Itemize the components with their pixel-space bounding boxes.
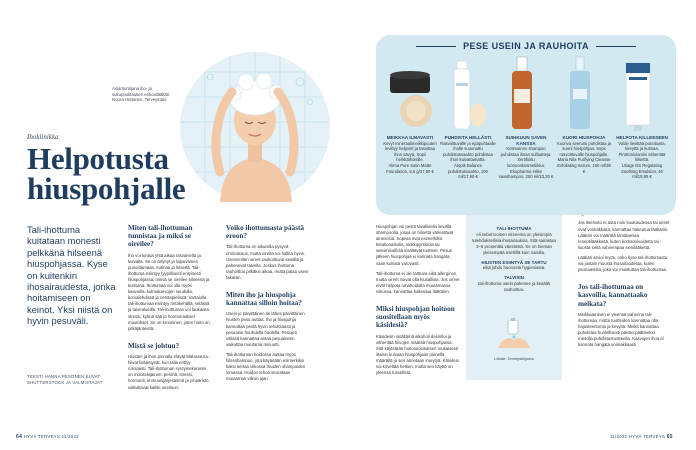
- panel-title: PESE USEIN JA RAUHOITA: [463, 41, 589, 51]
- section-tag: Ihoklinikka: [27, 133, 59, 141]
- column-paragraph: Tali-ihottuma ei ole tarttuva eikä allerginen, mutta oireet voivat olla kiusallisia. Jos oireet eivät helpota omahoidolla muutamassa viikossa, kannattaa hakeutua lääkäriin.: [376, 270, 460, 294]
- product-name: HELPOTA KILLEESEEN: [616, 135, 668, 140]
- product-description: Kevyt mineraalimeikkipuuteri levittyy helposti ja tasoittaa ihon sävyä. Sopii herkkäihoisille.: [383, 140, 437, 163]
- product-source: Uriage DS Regulating Soothing Emulsion, 40 ml/19,95 €: [621, 162, 663, 180]
- column-paragraph: Usein jo päivittäinen tai lähes päivittäinen hiusten pesu auttaa. Iho ja hiuspohja kannattaa pestä hyvin tehokkaasti ja pesuaine huuhdella huolella. Pesujen välissä kannattaa antaa pesuaineen vaikuttaa muutama minuutti.: [226, 311, 305, 347]
- hand-dispenser-icon: [492, 318, 536, 352]
- product-source: Atopik Balance puhdistusvaahto, 100 ml/17,90 €: [448, 162, 488, 180]
- column-paragraph: Tali-ihottuman hoidossa auttaa myös hilseshampoo, jota käytetään esimerkiksi kaksi kertaa viikossa muiden shampoiden lomassa. Hoidon tehoa seurataan muutaman viikon ajan.: [226, 351, 306, 382]
- text-column-2: [226, 224, 310, 386]
- column-paragraph: Tali-ihottuma on aikuisilla pysyvä ominaisuus, mutta oireita voi hallita hyvin. Useimmiten oireet rauhoittuvat kesällä ja pahenevat talvella. Joskus ihottuma rauhoittuu pitkäksi aikaa, mutta palaa usein takaisin.: [226, 244, 309, 280]
- column-paragraph: Meikkaaminen ei yleensä pahenna tali-ihottumaa, mutta tuotteiden kannattaa olla hajusteettomia ja kevyitä. Meikit kannattaa puhdistaa huolellisesti päivän päätteeksi mietolla puhdistustuotteella. Kasvojen ihoa ei kannata hangata voimakkaasti.: [578, 311, 664, 348]
- footer-text: 11/2022 HYVÄ TERVEYS: [610, 434, 666, 439]
- powder-jar-image: [382, 55, 438, 133]
- product-card: [556, 135, 612, 174]
- serum-bottle-image: [556, 55, 606, 133]
- text-column-4: [578, 200, 670, 352]
- text-column-3: [376, 224, 460, 380]
- factbox-text: eli seborrooinen ekseema on yleisimpiä tulehduksellisia ihosairauksia. Sitä sairastaa 3–5 prosenttia väestöstä. Se on hieman yleisempää miehillä kuin naisilla.: [472, 231, 556, 255]
- product-card: [498, 135, 554, 180]
- column-heading: Miten iho ja hiuspohja kannattaa silloin hoitaa?: [226, 290, 302, 308]
- column-paragraph: Hiusten ja ihon pinnalla elävät Malassezia-hiivat lisääntyvät, kun talia erittyy runsaasti. Tali-ihottuman syntymekanismi on monitekijäinen: perimä, stressi, hormonit, immuunijärjestelmä ja ympäristö vaikuttavat kaikki oireiluun.: [128, 354, 210, 390]
- product-card: [614, 135, 670, 180]
- column-heading: Miksi hiuspohjan hoitoon suositellaan myös käsidesiä?: [376, 305, 455, 330]
- article-lead: Tali-ihottuma kuitataan monesti pelkkänä hilseenä hiuspohjassa. Kyse on kuitenkin ihosairaudesta, jonka hoitamiseen on keinot. Yksi niistä on hyvin pesuväli.: [27, 224, 116, 327]
- page-number: 65: [666, 434, 673, 440]
- article-headline: Helpotusta hiuspohjalle: [27, 141, 186, 206]
- foam-bottle-image: [440, 55, 490, 133]
- column-heading: Miten tali-ihottuman tunnistaa ja miksi se oireilee?: [128, 224, 193, 249]
- product-description: Rasvoittuvalle ja epäpuhtaalle iholle suunnattu puhdistusvaahto puhdistaa ihon kuivattamatta.: [440, 140, 496, 163]
- factbox-text: eikä johdu huonosta hygieniasta.: [482, 265, 546, 271]
- column-paragraph: Jos itsehoito ei auta noin kuukaudessa tai oireet ovat voimakkaita, kannattaa hakeutua lääkäriin. Lääkäri voi määrätä tarvittaessa reseptilääkkeitä, kuten kortisonivoidetta tai -liuosta sekä vahvempaa sienilääkettä.: [578, 220, 670, 250]
- article-byline: TEKSTI HANNA PESONEN KUVAT SHUTTERSTOCK JA VALMISTAJAT: [27, 374, 103, 385]
- product-name: PUHDISTA HELLÄSTI: [444, 135, 492, 140]
- product-name: KUORI HIUSPOHJA: [562, 135, 606, 140]
- product-card: [382, 135, 438, 174]
- factbox-body: [472, 222, 556, 296]
- product-card: [440, 135, 496, 180]
- footer-right: [610, 434, 673, 440]
- column-paragraph: Hiuspohjan voi pestä tavallisella lievällä shampoolla, jossa on hilsettä vähentäviä ainesosia. Sopivia ovat esimerkiksi ketokonatsolia, sinkkipyritionia tai seleenisulfidia sisältävät tuotteet. Pesun jälkeen hiuspohjaa ei kannata hangata, vaan kuivata varovasti.: [376, 224, 454, 266]
- text-column-1: [128, 224, 210, 395]
- product-name: SUIHKUUN SAVEN KANSSA: [505, 135, 547, 146]
- product-name: MEIKKAA ILMAVASTI: [386, 135, 434, 140]
- column-paragraph: Käsidesin sisältämä alkoholi desinfioi ja vähentää hiivojen määrää hiuspohjassa. Sitä käytetään hoitosuosituksen mukaisesti iltaisin kuivaan hiuspohjaan pienellä määrällä ja sen annetaan imeytyä. Käsidesi voi kirveltää hetken, mutta sen käyttö on yleensä turvallista.: [376, 333, 459, 376]
- factbox-heading: TALVISIN: [504, 275, 524, 281]
- factbox-source: Lähde: Terveyskirjasto: [494, 356, 534, 361]
- product-description: Kuoriva seerumi puhdistaa ja kuorii hiuspohjaa. Sopii rasvoittuvalle hiuspohjalle.: [556, 140, 611, 157]
- expert-credit: Asiantuntijana iho- ja sukupuolitautien erikoislääkäri Noora Huttunen, Terveystalo: [112, 86, 170, 103]
- divider: [596, 46, 636, 47]
- product-source: Alima Pure Satin Matte Foundation, 6,5 g/37,90 €: [386, 162, 434, 174]
- column-heading: Mistä se johtuu?: [128, 341, 180, 350]
- product-panel: [376, 35, 676, 215]
- column-paragraph: Lääkäri arvioi myös, onko kyse tali-ihottumasta vai jostain muusta ihosairaudesta, kuten psoriaasista, joka voi muistuttaa tali-ihottumaa.: [578, 254, 668, 273]
- cream-tube-image: [614, 55, 664, 133]
- page-number: 64: [16, 434, 23, 440]
- factbox-text: tali-ihottuma usein pahenee ja kesällä rauhoittuu.: [478, 281, 550, 293]
- factbox-heading: HIUSTEN ESIINTYÄ SE TARTU: [481, 259, 547, 265]
- product-description: Voide lievittää punoitusta, kireyttä ja kutinaa. Pirottoniolaniini vähentää hilsettä.: [618, 140, 666, 163]
- footer-left: [16, 434, 79, 440]
- factbox: [466, 200, 562, 380]
- shampoo-bottle-image: [498, 55, 548, 133]
- column-heading: Jos tali-ihottumaa on kasvoilla, kannattaako meikata?: [578, 283, 648, 308]
- column-heading: Voiko ihottumasta päästä eroon?: [226, 224, 305, 241]
- column-paragraph: Iho voi tuntua yhtä aikaa rasvaiselta ja kuivalta. Se on ärtynyt ja taipuvainen punoittamaan, kutinaa ja hilsettä. Tali-ihottuma esiintyy tyypillisesti erityisesti hiuspohjassa, missä se oireilee hilseenä ja kutinana. Ihottumaa voi olla myös kasvoilla, kulmakarvojen seudulla, korvalehdissä ja nenänpielissä. Vartalolla tali-ihottumaa esiintyy rintakehällä, selässä ja taivealueilla. Tali-ihottuman voi laukaista stressi, kylmä sää ja hormonaaliset muutokset. Se on krooninen, joten hoito on pitkäjänteistä.: [128, 252, 210, 331]
- footer-text: HYVÄ TERVEYS 11/2022: [23, 434, 79, 439]
- product-source: Ekopharma Hilse savishampoo, 250 ml/23,20 €: [498, 168, 554, 180]
- factbox-heading: TALI-IHOTTUMA: [496, 226, 532, 231]
- product-source: Maria Nila Purifying Cleanse Exfoliating Serum, 150 ml/39 €: [557, 157, 611, 174]
- product-description: Kotimainen shampoo puhdistaa ilman sulfaatteja. Sertifioitu luonnonkosmetiikka.: [500, 146, 552, 168]
